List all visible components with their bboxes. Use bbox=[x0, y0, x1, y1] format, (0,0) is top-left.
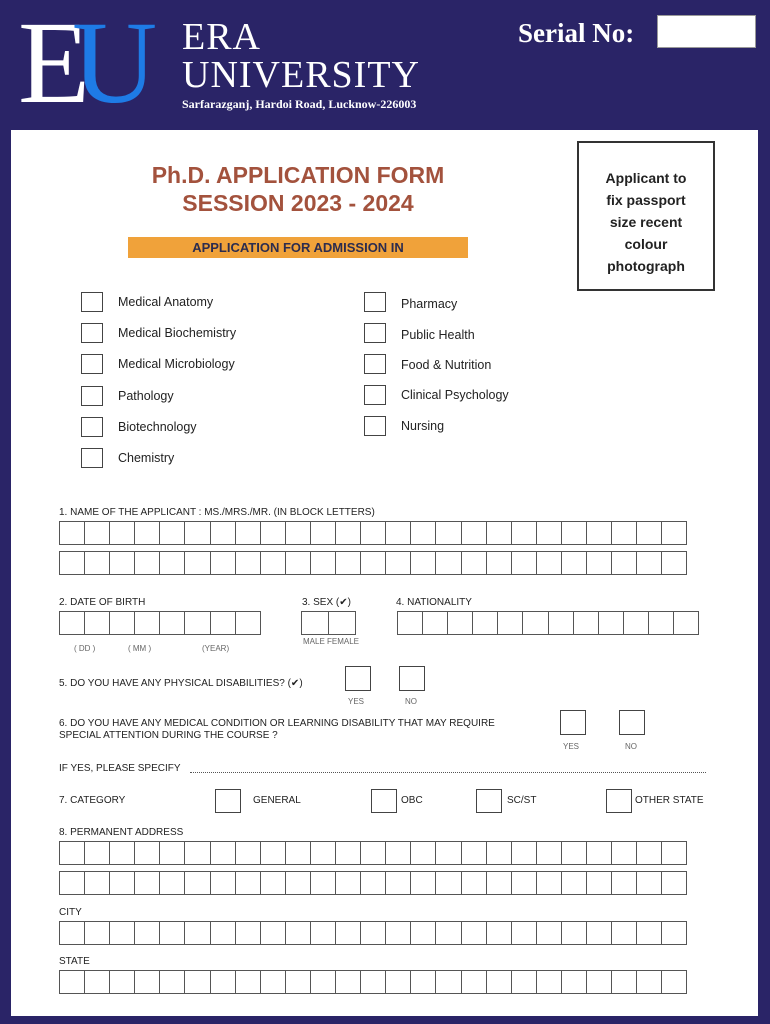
letter-cell[interactable] bbox=[235, 521, 261, 545]
letter-cell[interactable] bbox=[623, 611, 649, 635]
letter-cell[interactable] bbox=[397, 611, 423, 635]
course-checkbox[interactable] bbox=[364, 323, 386, 343]
letter-cell[interactable] bbox=[184, 970, 210, 994]
letter-cell[interactable] bbox=[561, 551, 587, 575]
letter-cell[interactable] bbox=[461, 970, 487, 994]
letter-cell[interactable] bbox=[461, 871, 487, 895]
disability-yes-checkbox[interactable] bbox=[345, 666, 371, 691]
letter-cell[interactable] bbox=[611, 551, 637, 575]
letter-cell[interactable] bbox=[210, 551, 236, 575]
city-grid[interactable] bbox=[59, 921, 686, 945]
medical-no-label: NO bbox=[625, 742, 637, 751]
letter-cell[interactable] bbox=[285, 970, 311, 994]
logo-letter-u: U bbox=[72, 0, 158, 128]
category-checkbox[interactable] bbox=[371, 789, 397, 813]
letter-cell[interactable] bbox=[435, 841, 461, 865]
letter-cell[interactable] bbox=[611, 841, 637, 865]
letter-cell[interactable] bbox=[260, 551, 286, 575]
letter-cell[interactable] bbox=[486, 871, 512, 895]
letter-cell[interactable] bbox=[210, 841, 236, 865]
state-grid[interactable] bbox=[59, 970, 686, 994]
letter-cell[interactable] bbox=[335, 921, 361, 945]
letter-cell[interactable] bbox=[461, 841, 487, 865]
letter-cell[interactable] bbox=[447, 611, 473, 635]
category-option: OBC bbox=[401, 795, 423, 806]
letter-cell[interactable] bbox=[109, 921, 135, 945]
letter-cell[interactable] bbox=[109, 521, 135, 545]
letter-cell[interactable] bbox=[673, 611, 699, 635]
letter-cell[interactable] bbox=[310, 841, 336, 865]
letter-cell[interactable] bbox=[410, 841, 436, 865]
course-label: Medical Microbiology bbox=[118, 357, 235, 371]
letter-cell[interactable] bbox=[235, 611, 261, 635]
letter-cell[interactable] bbox=[235, 871, 261, 895]
letter-cell[interactable] bbox=[586, 841, 612, 865]
category-checkbox[interactable] bbox=[606, 789, 632, 813]
letter-cell[interactable] bbox=[661, 521, 687, 545]
course-checkbox[interactable] bbox=[81, 448, 103, 468]
course-checkbox[interactable] bbox=[81, 417, 103, 437]
course-label: Clinical Psychology bbox=[401, 388, 509, 402]
letter-cell[interactable] bbox=[611, 521, 637, 545]
letter-cell[interactable] bbox=[586, 871, 612, 895]
dob-year-hint: (YEAR) bbox=[202, 644, 230, 653]
letter-cell[interactable] bbox=[134, 841, 160, 865]
letter-cell[interactable] bbox=[435, 871, 461, 895]
letter-cell[interactable] bbox=[385, 921, 411, 945]
medical-question-line2: SPECIAL ATTENTION DURING THE COURSE ? bbox=[59, 730, 278, 741]
category-checkbox[interactable] bbox=[215, 789, 241, 813]
letter-cell[interactable] bbox=[410, 970, 436, 994]
specify-label: IF YES, PLEASE SPECIFY bbox=[59, 763, 181, 774]
disability-question: 5. DO YOU HAVE ANY PHYSICAL DISABILITIES? (✔) bbox=[59, 678, 303, 689]
letter-cell[interactable] bbox=[561, 871, 587, 895]
letter-cell[interactable] bbox=[335, 521, 361, 545]
photo-text: size recent bbox=[609, 214, 683, 230]
photo-text: Applicant to bbox=[605, 170, 687, 186]
letter-cell[interactable] bbox=[84, 921, 110, 945]
letter-cell[interactable] bbox=[360, 871, 386, 895]
letter-cell[interactable] bbox=[109, 871, 135, 895]
photo-box bbox=[577, 141, 715, 291]
letter-cell[interactable] bbox=[335, 551, 361, 575]
letter-cell[interactable] bbox=[84, 611, 110, 635]
letter-cell[interactable] bbox=[84, 871, 110, 895]
letter-cell[interactable] bbox=[548, 611, 574, 635]
letter-cell[interactable] bbox=[586, 551, 612, 575]
sex-label: 3. SEX (✔) bbox=[302, 597, 351, 608]
letter-cell[interactable] bbox=[486, 521, 512, 545]
letter-cell[interactable] bbox=[511, 970, 537, 994]
category-checkbox[interactable] bbox=[476, 789, 502, 813]
letter-cell[interactable] bbox=[184, 871, 210, 895]
name-grid-row2[interactable] bbox=[59, 551, 686, 575]
letter-cell[interactable] bbox=[285, 841, 311, 865]
letter-cell[interactable] bbox=[285, 871, 311, 895]
letter-cell[interactable] bbox=[159, 841, 185, 865]
dob-label: 2. DATE OF BIRTH bbox=[59, 597, 146, 608]
course-label: Food & Nutrition bbox=[401, 358, 492, 372]
letter-cell[interactable] bbox=[561, 921, 587, 945]
letter-cell[interactable] bbox=[84, 841, 110, 865]
letter-cell[interactable] bbox=[235, 970, 261, 994]
serial-label: Serial No: bbox=[518, 18, 635, 48]
category-option: OTHER STATE bbox=[635, 795, 704, 806]
letter-cell[interactable] bbox=[285, 521, 311, 545]
letter-cell[interactable] bbox=[335, 841, 361, 865]
letter-cell[interactable] bbox=[360, 521, 386, 545]
course-label: Medical Biochemistry bbox=[118, 326, 237, 340]
letter-cell[interactable] bbox=[210, 921, 236, 945]
letter-cell[interactable] bbox=[159, 521, 185, 545]
letter-cell[interactable] bbox=[260, 921, 286, 945]
letter-cell[interactable] bbox=[59, 921, 85, 945]
letter-cell[interactable] bbox=[486, 921, 512, 945]
course-checkbox[interactable] bbox=[364, 354, 386, 374]
letter-cell[interactable] bbox=[611, 871, 637, 895]
course-checkbox[interactable] bbox=[364, 292, 386, 312]
letter-cell[interactable] bbox=[661, 871, 687, 895]
letter-cell[interactable] bbox=[636, 970, 662, 994]
letter-cell[interactable] bbox=[661, 551, 687, 575]
letter-cell[interactable] bbox=[360, 921, 386, 945]
letter-cell[interactable] bbox=[235, 921, 261, 945]
photo-text: fix passport bbox=[606, 192, 686, 208]
letter-cell[interactable] bbox=[611, 970, 637, 994]
course-label: Chemistry bbox=[118, 451, 175, 465]
letter-cell[interactable] bbox=[210, 970, 236, 994]
letter-cell[interactable] bbox=[184, 521, 210, 545]
medical-question-line1: 6. DO YOU HAVE ANY MEDICAL CONDITION OR LEARNING DISABILITY THAT MAY REQUIRE bbox=[59, 718, 495, 729]
letter-cell[interactable] bbox=[134, 921, 160, 945]
medical-yes-label: YES bbox=[563, 742, 580, 751]
letter-cell[interactable] bbox=[385, 970, 411, 994]
letter-cell[interactable] bbox=[611, 921, 637, 945]
letter-cell[interactable] bbox=[511, 551, 537, 575]
letter-cell[interactable] bbox=[661, 841, 687, 865]
letter-cell[interactable] bbox=[586, 521, 612, 545]
logo-letter-e: E bbox=[18, 0, 91, 128]
disability-no-checkbox[interactable] bbox=[399, 666, 425, 691]
course-checkbox[interactable] bbox=[81, 292, 103, 312]
letter-cell[interactable] bbox=[536, 970, 562, 994]
letter-cell[interactable] bbox=[435, 921, 461, 945]
letter-cell[interactable] bbox=[486, 841, 512, 865]
medical-no-checkbox[interactable] bbox=[619, 710, 645, 735]
letter-cell[interactable] bbox=[497, 611, 523, 635]
letter-cell[interactable] bbox=[435, 970, 461, 994]
letter-cell[interactable] bbox=[486, 551, 512, 575]
letter-cell[interactable] bbox=[134, 551, 160, 575]
letter-cell[interactable] bbox=[260, 841, 286, 865]
letter-cell[interactable] bbox=[134, 871, 160, 895]
letter-cell[interactable] bbox=[310, 970, 336, 994]
letter-cell[interactable] bbox=[385, 551, 411, 575]
name-grid-row1[interactable] bbox=[59, 521, 686, 545]
letter-cell[interactable] bbox=[435, 521, 461, 545]
letter-cell[interactable] bbox=[360, 841, 386, 865]
letter-cell[interactable] bbox=[536, 551, 562, 575]
letter-cell[interactable] bbox=[134, 611, 160, 635]
university-address: Sarfarazganj, Hardoi Road, Lucknow-226003 bbox=[182, 97, 417, 111]
letter-cell[interactable] bbox=[661, 921, 687, 945]
letter-cell[interactable] bbox=[461, 551, 487, 575]
university-name-line2: UNIVERSITY bbox=[182, 54, 420, 96]
serial-number-field[interactable] bbox=[657, 15, 756, 48]
course-label: Pharmacy bbox=[401, 297, 458, 311]
letter-cell[interactable] bbox=[536, 841, 562, 865]
letter-cell[interactable] bbox=[648, 611, 674, 635]
letter-cell[interactable] bbox=[84, 970, 110, 994]
letter-cell[interactable] bbox=[109, 611, 135, 635]
letter-cell[interactable] bbox=[134, 970, 160, 994]
letter-cell[interactable] bbox=[109, 551, 135, 575]
letter-cell[interactable] bbox=[472, 611, 498, 635]
letter-cell[interactable] bbox=[586, 921, 612, 945]
letter-cell[interactable] bbox=[285, 921, 311, 945]
letter-cell[interactable] bbox=[84, 551, 110, 575]
course-label: Nursing bbox=[401, 419, 445, 433]
dob-dd-hint: ( DD ) bbox=[74, 644, 96, 653]
letter-cell[interactable] bbox=[260, 970, 286, 994]
letter-cell[interactable] bbox=[511, 871, 537, 895]
letter-cell[interactable] bbox=[210, 871, 236, 895]
header-band bbox=[0, 0, 770, 128]
letter-cell[interactable] bbox=[301, 611, 329, 635]
category-label: 7. CATEGORY bbox=[59, 795, 126, 806]
letter-cell[interactable] bbox=[573, 611, 599, 635]
letter-cell[interactable] bbox=[636, 921, 662, 945]
course-label: Public Health bbox=[401, 328, 475, 342]
letter-cell[interactable] bbox=[109, 841, 135, 865]
course-checkbox[interactable] bbox=[364, 385, 386, 405]
letter-cell[interactable] bbox=[310, 871, 336, 895]
letter-cell[interactable] bbox=[159, 921, 185, 945]
letter-cell[interactable] bbox=[159, 551, 185, 575]
course-label: Biotechnology bbox=[118, 420, 197, 434]
category-option: SC/ST bbox=[507, 795, 537, 806]
letter-cell[interactable] bbox=[598, 611, 624, 635]
course-label: Medical Anatomy bbox=[118, 295, 214, 309]
letter-cell[interactable] bbox=[210, 521, 236, 545]
letter-cell[interactable] bbox=[285, 551, 311, 575]
medical-yes-checkbox[interactable] bbox=[560, 710, 586, 735]
letter-cell[interactable] bbox=[159, 611, 185, 635]
letter-cell[interactable] bbox=[461, 521, 487, 545]
letter-cell[interactable] bbox=[561, 841, 587, 865]
letter-cell[interactable] bbox=[184, 841, 210, 865]
letter-cell[interactable] bbox=[59, 521, 85, 545]
letter-cell[interactable] bbox=[59, 841, 85, 865]
letter-cell[interactable] bbox=[410, 871, 436, 895]
course-checkbox[interactable] bbox=[81, 386, 103, 406]
letter-cell[interactable] bbox=[410, 551, 436, 575]
letter-cell[interactable] bbox=[410, 521, 436, 545]
letter-cell[interactable] bbox=[235, 551, 261, 575]
letter-cell[interactable] bbox=[59, 970, 85, 994]
form-session: SESSION 2023 - 2024 bbox=[182, 190, 414, 216]
disability-no-label: NO bbox=[405, 697, 417, 706]
letter-cell[interactable] bbox=[636, 521, 662, 545]
letter-cell[interactable] bbox=[486, 970, 512, 994]
letter-cell[interactable] bbox=[335, 970, 361, 994]
name-label: 1. NAME OF THE APPLICANT : MS./MRS./MR. (IN BLOCK LETTERS) bbox=[59, 507, 375, 518]
letter-cell[interactable] bbox=[536, 871, 562, 895]
letter-cell[interactable] bbox=[422, 611, 448, 635]
letter-cell[interactable] bbox=[59, 551, 85, 575]
letter-cell[interactable] bbox=[435, 551, 461, 575]
letter-cell[interactable] bbox=[511, 921, 537, 945]
course-checkbox[interactable] bbox=[81, 354, 103, 374]
photo-text: colour bbox=[624, 236, 668, 252]
disability-yes-label: YES bbox=[348, 697, 365, 706]
letter-cell[interactable] bbox=[661, 970, 687, 994]
letter-cell[interactable] bbox=[636, 871, 662, 895]
letter-cell[interactable] bbox=[511, 841, 537, 865]
letter-cell[interactable] bbox=[636, 841, 662, 865]
letter-cell[interactable] bbox=[522, 611, 548, 635]
letter-cell[interactable] bbox=[410, 921, 436, 945]
letter-cell[interactable] bbox=[360, 970, 386, 994]
letter-cell[interactable] bbox=[159, 871, 185, 895]
course-checkbox[interactable] bbox=[364, 416, 386, 436]
letter-cell[interactable] bbox=[109, 970, 135, 994]
letter-cell[interactable] bbox=[636, 551, 662, 575]
dob-mm-hint: ( MM ) bbox=[128, 644, 152, 653]
letter-cell[interactable] bbox=[561, 970, 587, 994]
letter-cell[interactable] bbox=[210, 611, 236, 635]
letter-cell[interactable] bbox=[310, 521, 336, 545]
letter-cell[interactable] bbox=[184, 921, 210, 945]
form-title: Ph.D. APPLICATION FORM bbox=[151, 162, 445, 188]
letter-cell[interactable] bbox=[159, 970, 185, 994]
letter-cell[interactable] bbox=[536, 521, 562, 545]
letter-cell[interactable] bbox=[511, 521, 537, 545]
city-label: CITY bbox=[59, 907, 82, 918]
letter-cell[interactable] bbox=[385, 841, 411, 865]
photo-text: photograph bbox=[607, 258, 685, 274]
admission-banner: APPLICATION FOR ADMISSION IN bbox=[128, 237, 468, 258]
letter-cell[interactable] bbox=[134, 521, 160, 545]
letter-cell[interactable] bbox=[260, 871, 286, 895]
letter-cell[interactable] bbox=[59, 871, 85, 895]
address-grid-row1[interactable] bbox=[59, 841, 686, 865]
letter-cell[interactable] bbox=[310, 921, 336, 945]
letter-cell[interactable] bbox=[461, 921, 487, 945]
address-grid-row2[interactable] bbox=[59, 871, 686, 895]
letter-cell[interactable] bbox=[260, 521, 286, 545]
letter-cell[interactable] bbox=[235, 841, 261, 865]
letter-cell[interactable] bbox=[536, 921, 562, 945]
university-name-line1: ERA bbox=[182, 16, 261, 58]
category-option: GENERAL bbox=[253, 795, 301, 806]
letter-cell[interactable] bbox=[385, 521, 411, 545]
course-checkbox[interactable] bbox=[81, 323, 103, 343]
nationality-label: 4. NATIONALITY bbox=[396, 597, 472, 608]
address-label: 8. PERMANENT ADDRESS bbox=[59, 827, 184, 838]
letter-cell[interactable] bbox=[328, 611, 356, 635]
specify-line[interactable] bbox=[190, 771, 706, 773]
dob-grid[interactable] bbox=[59, 611, 260, 635]
letter-cell[interactable] bbox=[385, 871, 411, 895]
sex-grid[interactable] bbox=[301, 611, 355, 635]
letter-cell[interactable] bbox=[184, 611, 210, 635]
course-label: Pathology bbox=[118, 389, 174, 403]
letter-cell[interactable] bbox=[360, 551, 386, 575]
letter-cell[interactable] bbox=[310, 551, 336, 575]
state-label: STATE bbox=[59, 956, 90, 967]
letter-cell[interactable] bbox=[184, 551, 210, 575]
letter-cell[interactable] bbox=[84, 521, 110, 545]
letter-cell[interactable] bbox=[335, 871, 361, 895]
nationality-grid[interactable] bbox=[397, 611, 698, 635]
sex-options-hint: MALE FEMALE bbox=[303, 637, 360, 646]
letter-cell[interactable] bbox=[59, 611, 85, 635]
letter-cell[interactable] bbox=[586, 970, 612, 994]
letter-cell[interactable] bbox=[561, 521, 587, 545]
